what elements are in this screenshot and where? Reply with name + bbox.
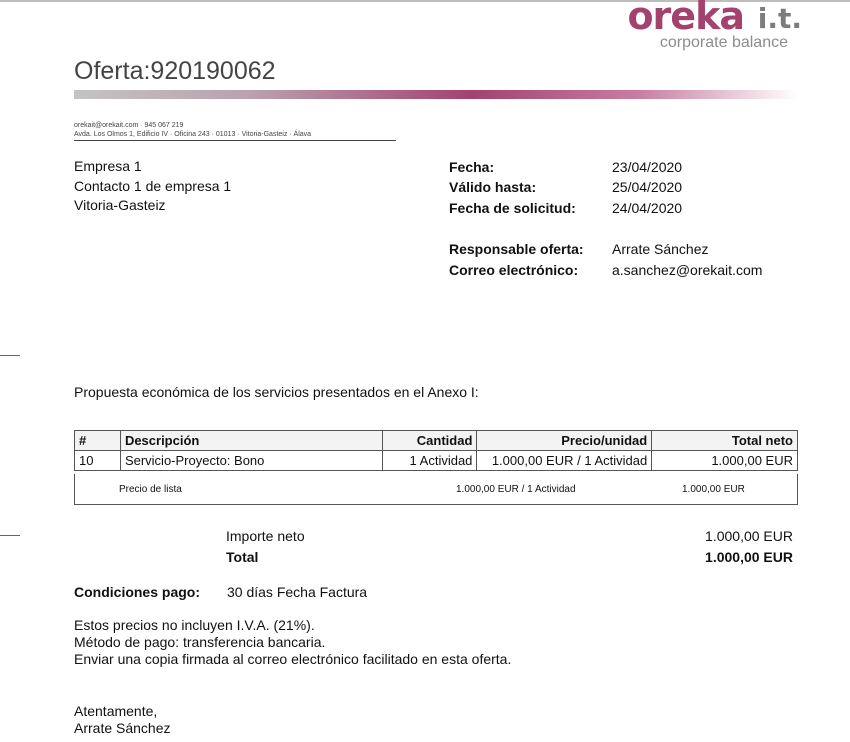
col-header-quantity: Cantidad <box>383 431 477 451</box>
row-quantity: 1 Actividad <box>383 451 477 471</box>
intro-text: Propuesta económica de los servicios presentados en el Anexo I: <box>74 384 479 400</box>
total-value: 1.000,00 EUR <box>705 549 793 565</box>
list-price-unit: 1.000,00 EUR / 1 Actividad <box>456 484 576 495</box>
col-header-description: Descripción <box>120 431 383 451</box>
company-logo: oreka <box>627 0 744 38</box>
closing-greeting: Atentamente, <box>74 703 158 719</box>
company-logo-suffix: i.t. <box>757 2 802 35</box>
col-header-unit-price: Precio/unidad <box>477 431 652 451</box>
payment-terms-value: 30 días Fecha Factura <box>227 584 368 600</box>
net-amount-value: 1.000,00 EUR <box>705 528 793 544</box>
offer-title: Oferta:920190062 <box>74 57 276 85</box>
row-net-total: 1.000,00 EUR <box>652 451 798 471</box>
date-value: 23/04/2020 <box>612 159 683 175</box>
col-header-number: # <box>75 431 121 451</box>
fold-mark <box>0 535 20 536</box>
fold-mark <box>0 355 20 356</box>
net-amount-label: Importe neto <box>226 528 305 544</box>
row-description: Servicio-Proyecto: Bono <box>120 451 383 471</box>
company-tagline: corporate balance <box>659 34 788 51</box>
signatory-name: Arrate Sánchez <box>74 720 171 736</box>
email-value: a.sanchez@orekait.com <box>612 262 763 278</box>
date-label: Fecha: <box>449 159 495 175</box>
valid-until-value: 25/04/2020 <box>612 179 683 195</box>
responsible-value: Arrate Sánchez <box>612 241 709 257</box>
list-price-total: 1.000,00 EUR <box>682 484 745 495</box>
request-date-value: 24/04/2020 <box>612 200 683 216</box>
contact-underline <box>74 140 396 141</box>
client-contact: Contacto 1 de empresa 1 <box>74 178 232 194</box>
row-unit-price: 1.000,00 EUR / 1 Actividad <box>477 451 652 471</box>
vat-note: Estos precios no incluyen I.V.A. (21%). <box>74 617 315 633</box>
col-header-net-total: Total neto <box>652 431 798 451</box>
payment-method-note: Método de pago: transferencia bancaria. <box>74 634 326 650</box>
client-city: Vitoria-Gasteiz <box>74 197 166 213</box>
total-label: Total <box>226 549 259 565</box>
valid-until-label: Válido hasta: <box>449 179 537 195</box>
request-date-label: Fecha de solicitud: <box>449 200 576 216</box>
items-table <box>74 430 798 471</box>
responsible-label: Responsable oferta: <box>449 241 584 257</box>
header-gradient-bar <box>74 90 798 99</box>
payment-terms-label: Condiciones pago: <box>74 584 200 600</box>
company-contact-line: orekait@orekait.com · 945 067 219 <box>74 122 184 129</box>
company-address-line: Avda. Los Olmos 1, Edificio IV · Oficina 243 · 01013 · Vitoria-Gasteiz · Álava <box>74 131 312 138</box>
row-number: 10 <box>75 451 121 471</box>
table-row <box>75 451 798 471</box>
email-label: Correo electrónico: <box>449 262 579 278</box>
signature-request-note: Enviar una copia firmada al correo electrónico facilitado en esta oferta. <box>74 651 512 667</box>
client-name: Empresa 1 <box>74 158 142 174</box>
list-price-label: Precio de lista <box>119 484 182 495</box>
table-header-row <box>75 431 798 451</box>
